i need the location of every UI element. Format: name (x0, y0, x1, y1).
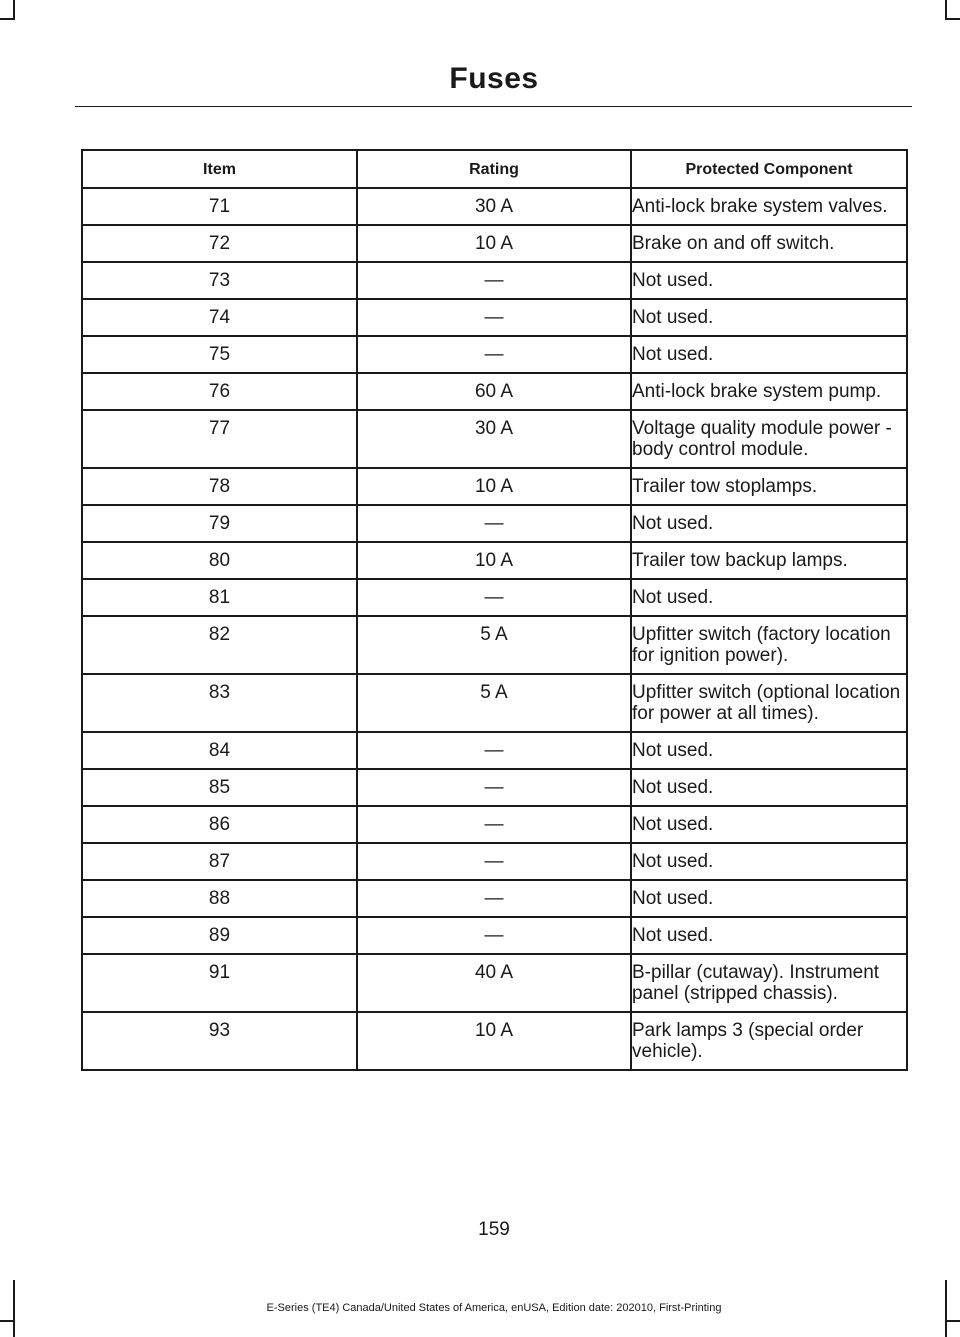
item-number: 75 (82, 336, 357, 373)
fuse-rating: — (357, 336, 631, 373)
fuse-rating: 5 A (357, 616, 631, 674)
protected-component: Upfitter switch (optional location for power at all times). (631, 674, 907, 732)
protected-component: Not used. (631, 806, 907, 843)
crop-mark-top-left-vertical (13, 0, 15, 20)
table-row (82, 732, 907, 769)
fuse-rating: 60 A (357, 373, 631, 410)
protected-component: Not used. (631, 769, 907, 806)
page-number: 159 (478, 1219, 510, 1240)
table-row (82, 336, 907, 373)
protected-component: B-pillar (cutaway). Instrument panel (stripped chassis). (631, 954, 907, 1012)
fuse-rating: 10 A (357, 225, 631, 262)
table-row (82, 373, 907, 410)
table-header-row (82, 150, 907, 188)
table-row (82, 468, 907, 505)
protected-component: Anti-lock brake system valves. (631, 188, 907, 225)
item-number: 88 (82, 880, 357, 917)
item-number: 81 (82, 579, 357, 616)
crop-mark-bottom-left-horizontal (0, 1320, 15, 1322)
item-number: 89 (82, 917, 357, 954)
footer-edition-text: E-Series (TE4) Canada/United States of America, enUSA, Edition date: 202010, First-Printing (266, 1302, 722, 1314)
fuse-rating: 30 A (357, 410, 631, 468)
protected-component: Not used. (631, 336, 907, 373)
fuse-rating: 10 A (357, 1012, 631, 1070)
fuse-rating: — (357, 880, 631, 917)
table-row (82, 806, 907, 843)
fuse-rating: — (357, 262, 631, 299)
column-header-rating: Rating (357, 150, 631, 188)
protected-component: Not used. (631, 880, 907, 917)
item-number: 86 (82, 806, 357, 843)
item-number: 83 (82, 674, 357, 732)
protected-component: Not used. (631, 917, 907, 954)
item-number: 84 (82, 732, 357, 769)
crop-mark-top-right-vertical (945, 0, 947, 20)
table-row (82, 188, 907, 225)
fuse-table (81, 149, 908, 1071)
fuse-rating: — (357, 806, 631, 843)
item-number: 93 (82, 1012, 357, 1070)
protected-component: Not used. (631, 843, 907, 880)
table-row (82, 616, 907, 674)
fuse-rating: 40 A (357, 954, 631, 1012)
item-number: 78 (82, 468, 357, 505)
fuse-rating: 5 A (357, 674, 631, 732)
fuse-rating: — (357, 769, 631, 806)
table-row (82, 917, 907, 954)
table-row (82, 262, 907, 299)
table-row (82, 769, 907, 806)
crop-mark-top-right-horizontal (945, 18, 960, 20)
protected-component: Not used. (631, 505, 907, 542)
table-row (82, 505, 907, 542)
protected-component: Trailer tow backup lamps. (631, 542, 907, 579)
fuse-rating: — (357, 505, 631, 542)
table-row (82, 410, 907, 468)
item-number: 72 (82, 225, 357, 262)
table-row (82, 674, 907, 732)
item-number: 79 (82, 505, 357, 542)
table-row (82, 299, 907, 336)
crop-mark-bottom-right-horizontal (945, 1320, 960, 1322)
title-divider (75, 106, 912, 107)
crop-mark-top-left-horizontal (0, 18, 15, 20)
protected-component: Park lamps 3 (special order vehicle). (631, 1012, 907, 1070)
item-number: 80 (82, 542, 357, 579)
protected-component: Anti-lock brake system pump. (631, 373, 907, 410)
table-row (82, 579, 907, 616)
fuse-rating: — (357, 917, 631, 954)
table-row (82, 1012, 907, 1070)
item-number: 87 (82, 843, 357, 880)
fuse-rating: 10 A (357, 468, 631, 505)
column-header-item: Item (82, 150, 357, 188)
protected-component: Upfitter switch (factory location for ignition power). (631, 616, 907, 674)
table-row (82, 225, 907, 262)
item-number: 76 (82, 373, 357, 410)
table-row (82, 880, 907, 917)
protected-component: Voltage quality module power - body control module. (631, 410, 907, 468)
item-number: 82 (82, 616, 357, 674)
protected-component: Trailer tow stoplamps. (631, 468, 907, 505)
item-number: 74 (82, 299, 357, 336)
protected-component: Brake on and off switch. (631, 225, 907, 262)
item-number: 73 (82, 262, 357, 299)
table-row (82, 954, 907, 1012)
fuse-rating: 10 A (357, 542, 631, 579)
column-header-protected-component: Protected Component (631, 150, 907, 188)
fuse-rating: — (357, 732, 631, 769)
item-number: 91 (82, 954, 357, 1012)
fuse-rating: — (357, 843, 631, 880)
page-title: Fuses (449, 62, 539, 95)
table-row (82, 542, 907, 579)
fuse-rating: 30 A (357, 188, 631, 225)
protected-component: Not used. (631, 732, 907, 769)
fuse-rating: — (357, 299, 631, 336)
table-row (82, 843, 907, 880)
item-number: 85 (82, 769, 357, 806)
protected-component: Not used. (631, 579, 907, 616)
protected-component: Not used. (631, 299, 907, 336)
item-number: 77 (82, 410, 357, 468)
item-number: 71 (82, 188, 357, 225)
protected-component: Not used. (631, 262, 907, 299)
fuse-rating: — (357, 579, 631, 616)
